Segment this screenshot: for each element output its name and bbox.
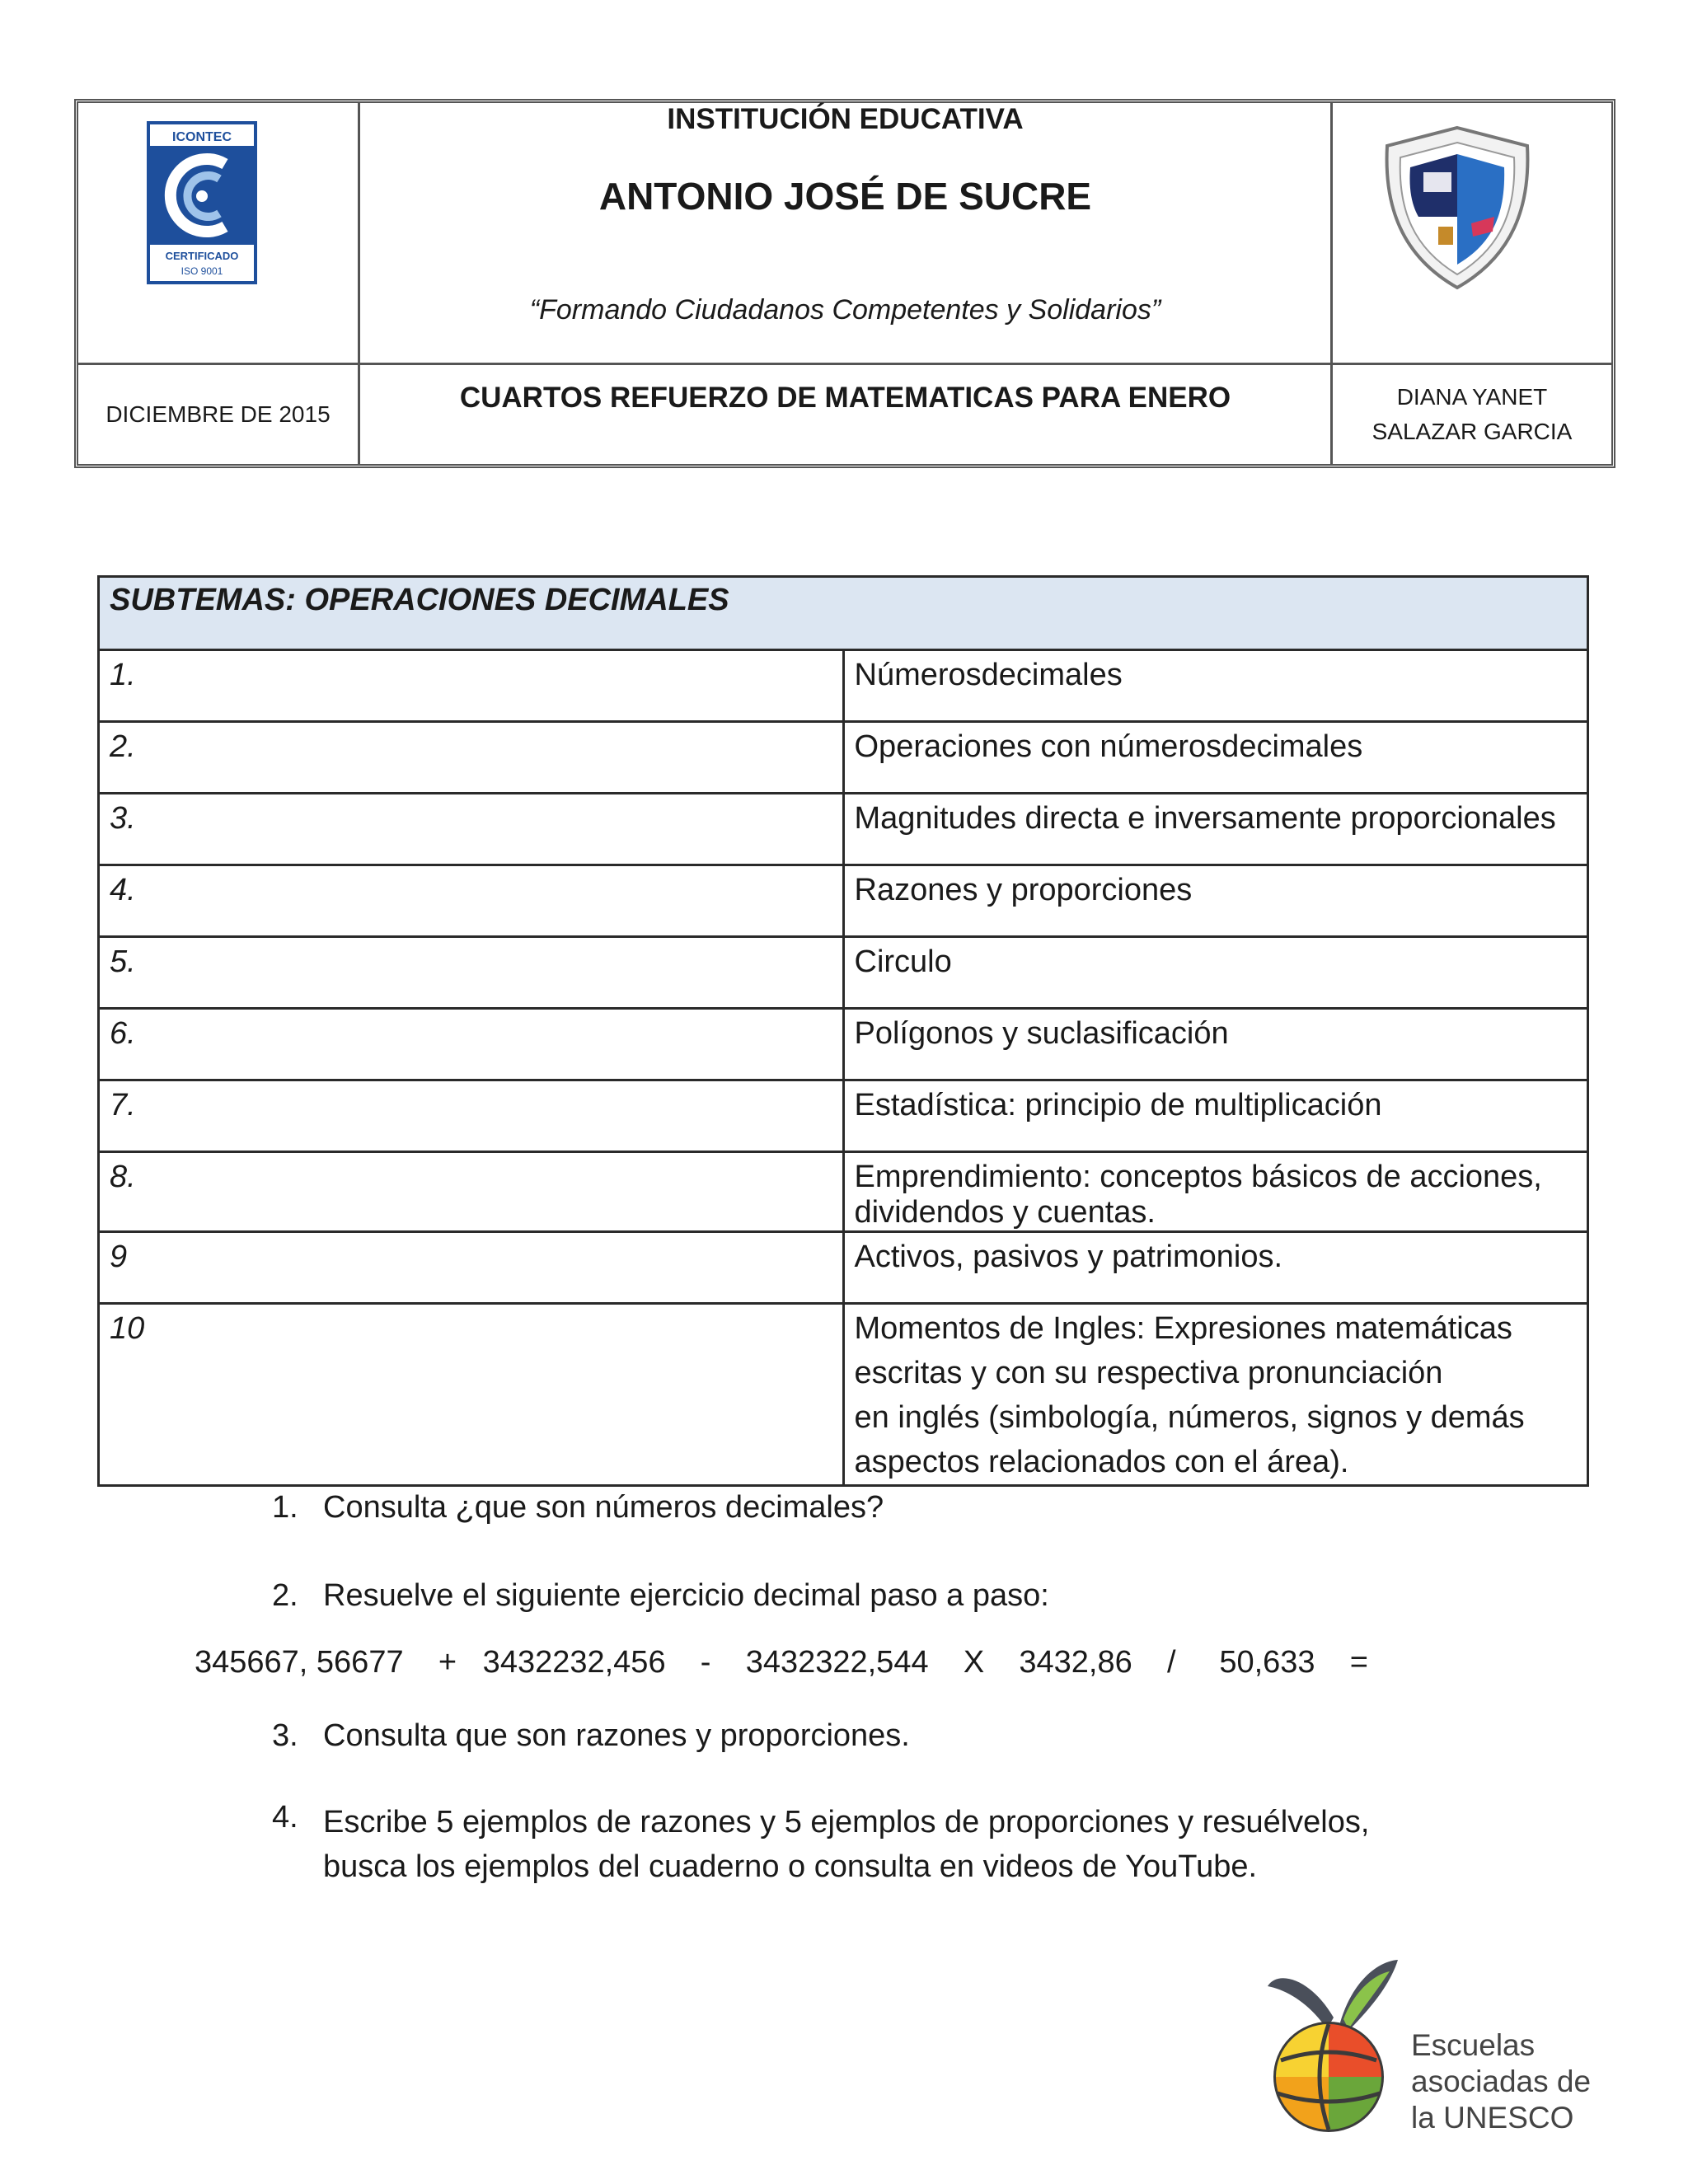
question-text xyxy=(323,1800,1518,1889)
teacher-first-names: DIANA YANET xyxy=(1396,384,1548,410)
row-topic: Circulo xyxy=(843,937,1588,1009)
question-number: 2. xyxy=(272,1578,298,1613)
row-number: 10 xyxy=(99,1304,844,1486)
table-row xyxy=(99,1232,1588,1304)
unesco-caption xyxy=(1411,2027,1591,2136)
teacher-last-names: SALAZAR GARCIA xyxy=(1372,419,1573,444)
svg-text:CERTIFICADO: CERTIFICADO xyxy=(165,250,239,262)
subtopics-table xyxy=(97,575,1589,1487)
icontec-certified-logo xyxy=(147,121,257,284)
question-2 xyxy=(272,1578,1049,1614)
table-row xyxy=(99,1080,1588,1152)
table-row xyxy=(99,650,1588,722)
question-text-line: Escribe 5 ejemplos de razones y 5 ejemplos de proporciones y resuélvelos, xyxy=(323,1805,1370,1840)
question-1 xyxy=(272,1490,884,1526)
question-number: 4. xyxy=(272,1800,298,1835)
row-number: 1. xyxy=(99,650,844,722)
school-crest-cell xyxy=(1333,103,1611,365)
row-number: 2. xyxy=(99,722,844,794)
row-number: 3. xyxy=(99,794,844,865)
question-text: Resuelve el siguiente ejercicio decimal paso a paso: xyxy=(323,1578,1049,1613)
row-topic xyxy=(843,1304,1588,1486)
svg-text:ISO 9001: ISO 9001 xyxy=(181,265,223,277)
row-topic: Razones y proporciones xyxy=(843,865,1588,937)
icontec-cell xyxy=(78,103,360,365)
table-row xyxy=(99,1009,1588,1080)
row-number: 9 xyxy=(99,1232,844,1304)
question-text-line: busca los ejemplos del cuaderno o consulta en videos de YouTube. xyxy=(323,1849,1258,1884)
row-topic-line: en inglés (simbología, números, signos y demás aspectos relacionados con el área). xyxy=(854,1400,1525,1479)
question-4 xyxy=(272,1800,1518,1889)
institution-name: ANTONIO JOSÉ DE SUCRE xyxy=(598,175,1092,218)
row-topic: Magnitudes directa e inversamente proporcionales xyxy=(843,794,1588,865)
question-number: 1. xyxy=(272,1490,298,1525)
row-topic: Estadística: principio de multiplicación xyxy=(843,1080,1588,1152)
institution-motto: “Formando Ciudadanos Competentes y Solidarios” xyxy=(529,294,1161,326)
institution-type: INSTITUCIÓN EDUCATIVA xyxy=(667,103,1024,135)
question-text: Consulta que son razones y proporciones. xyxy=(323,1718,910,1753)
row-topic-line: Momentos de Ingles: Expresiones matemáticas escritas y con su respectiva pronunciación xyxy=(854,1311,1512,1390)
subtopics-heading-row xyxy=(99,577,1588,650)
svg-text:ICONTEC: ICONTEC xyxy=(172,130,232,144)
row-number: 8. xyxy=(99,1152,844,1232)
unesco-schools-logo-icon xyxy=(1261,1953,1409,2135)
document-title: CUARTOS REFUERZO DE MATEMATICAS PARA ENERO xyxy=(360,365,1333,464)
unesco-caption-line: asociadas de xyxy=(1411,2064,1592,2098)
teacher-name-cell xyxy=(1333,365,1611,464)
question-number: 3. xyxy=(272,1718,298,1753)
subtopics-heading: SUBTEMAS: OPERACIONES DECIMALES xyxy=(99,577,1588,650)
row-number: 4. xyxy=(99,865,844,937)
row-number: 5. xyxy=(99,937,844,1009)
table-row xyxy=(99,1152,1588,1232)
table-row xyxy=(99,937,1588,1009)
date-cell: DICIEMBRE DE 2015 xyxy=(78,365,360,464)
table-row xyxy=(99,865,1588,937)
row-number: 6. xyxy=(99,1009,844,1080)
table-row xyxy=(99,722,1588,794)
decimal-exercise-equation: 345667, 56677 + 3432232,456 - 3432322,544 X 3432,86 / 50,633 = xyxy=(195,1645,1368,1680)
question-text: Consulta ¿que son números decimales? xyxy=(323,1490,884,1525)
document-header xyxy=(74,99,1615,468)
row-topic: Emprendimiento: conceptos básicos de acciones, dividendos y cuentas. xyxy=(843,1152,1588,1232)
row-topic: Polígonos y suclasificación xyxy=(843,1009,1588,1080)
row-topic: Operaciones con númerosdecimales xyxy=(843,722,1588,794)
institution-title-cell xyxy=(360,103,1333,365)
question-3 xyxy=(272,1718,910,1754)
table-row xyxy=(99,1304,1588,1486)
unesco-caption-line: Escuelas xyxy=(1411,2028,1536,2062)
row-topic: Activos, pasivos y patrimonios. xyxy=(843,1232,1588,1304)
school-crest-icon xyxy=(1381,124,1534,291)
table-row xyxy=(99,794,1588,865)
row-topic: Númerosdecimales xyxy=(843,650,1588,722)
unesco-caption-line: la UNESCO xyxy=(1411,2101,1574,2135)
row-number: 7. xyxy=(99,1080,844,1152)
